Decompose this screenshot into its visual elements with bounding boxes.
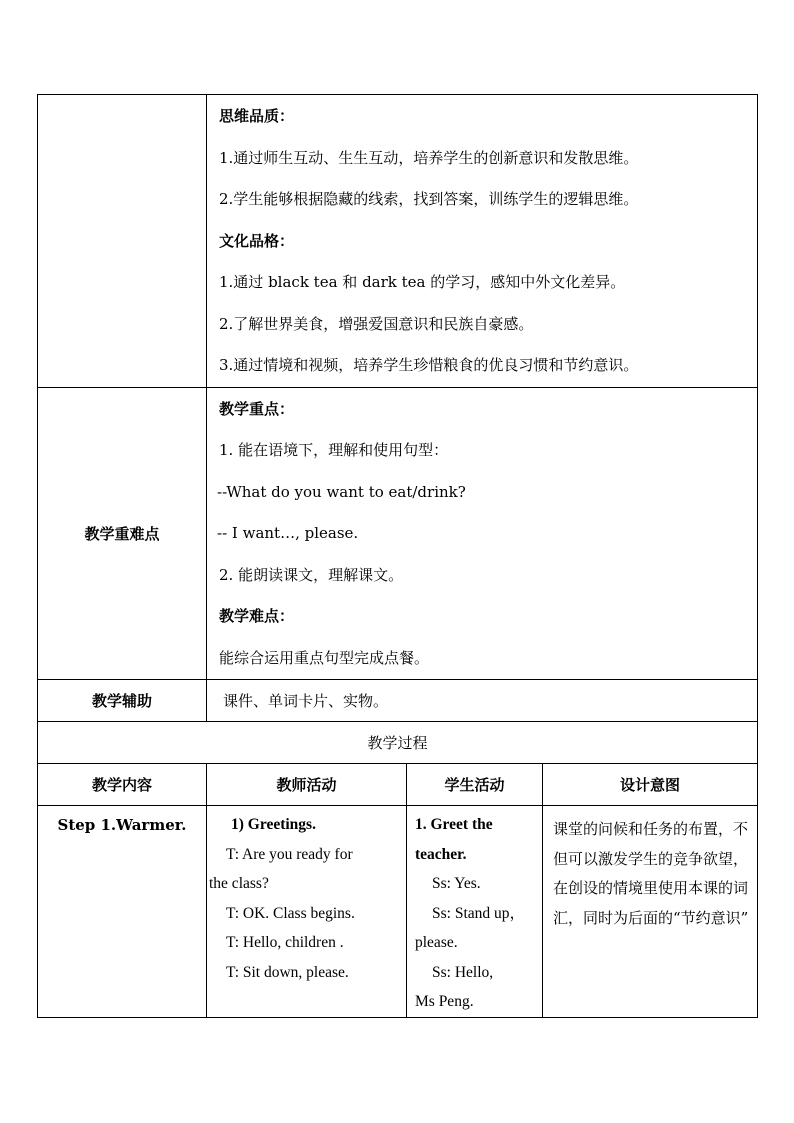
intent-text: 课堂的问候和任务的布置，不但可以激发学生的竞争欲望，在创设的情境里使用本课的词汇，同时为后面的“节约意识” [553,820,749,927]
focus-item-1: 1. 能在语境下，理解和使用句型： [219,441,449,459]
focus-item-3: -- I want…, please. [217,524,359,542]
aids-text: 课件、单词卡片、实物。 [223,692,389,710]
focus-item-4: 2. 能朗读课文，理解课文。 [219,565,404,584]
col-intent-header: 设计意图 [543,764,758,806]
lesson-plan-page [37,94,757,1018]
step1-intent-cell [543,806,758,1018]
lesson-plan-table [37,94,758,1018]
culture-heading: 文化品格： [219,231,295,250]
teacher-line-1: T: Are you ready for [226,845,353,863]
culture-item-2: 2.了解世界美食，增强爱国意识和民族自豪感。 [219,314,534,333]
aids-value [207,680,758,722]
step1-student-cell [407,806,543,1018]
student-line-2: Ss: Stand up， [432,904,526,922]
key-points-content [207,387,758,680]
student-heading-b: teacher. [415,845,467,863]
focus-item-2: --What do you want to eat/drink? [217,482,466,501]
key-points-row [38,387,758,680]
teacher-heading: 1) Greetings. [231,816,316,833]
col-content-header: 教学内容 [38,764,207,806]
culture-item-1: 1.通过 black tea 和 dark tea 的学习，感知中外文化差异。 [219,273,626,291]
student-line-5: Ms Peng. [415,993,474,1010]
teacher-line-3: T: OK. Class begins. [226,904,355,922]
objectives-label-cell [38,95,207,388]
aids-label: 教学辅助 [38,680,207,722]
culture-item-3: 3.通过情境和视频，培养学生珍惜粮食的优良习惯和节约意识。 [219,356,639,374]
difficulty-item-1: 能综合运用重点句型完成点餐。 [219,648,430,667]
student-line-4: Ss: Hello, [432,963,494,981]
thinking-item-1: 1.通过师生互动、生生互动，培养学生的创新意识和发散思维。 [219,148,639,167]
step1-label-cell [38,806,207,1018]
process-title-row [38,722,758,764]
col-teacher-header: 教师活动 [207,764,407,806]
difficulty-heading: 教学难点： [219,607,295,625]
key-points-label: 教学重难点 [38,387,207,680]
teacher-line-2: the class? [209,875,269,892]
teacher-line-4: T: Hello, children . [226,934,344,951]
student-line-3: please. [415,934,458,951]
process-title: 教学过程 [38,722,758,764]
focus-heading: 教学重点： [219,399,295,418]
process-header-row [38,764,758,806]
objectives-row [38,95,758,388]
col-student-header: 学生活动 [407,764,543,806]
thinking-heading: 思维品质： [219,107,295,125]
step1-row [38,806,758,1018]
thinking-item-2: 2.学生能够根据隐藏的线索，找到答案，训练学生的逻辑思维。 [219,190,639,208]
teacher-line-5: T: Sit down, please. [226,963,349,981]
student-line-1: Ss: Yes. [432,875,481,892]
aids-row [38,680,758,722]
step1-teacher-cell [207,806,407,1018]
objectives-content [207,95,758,388]
student-heading-a: 1. Greet the [415,816,493,833]
step1-label: Step 1.Warmer. [57,816,187,834]
